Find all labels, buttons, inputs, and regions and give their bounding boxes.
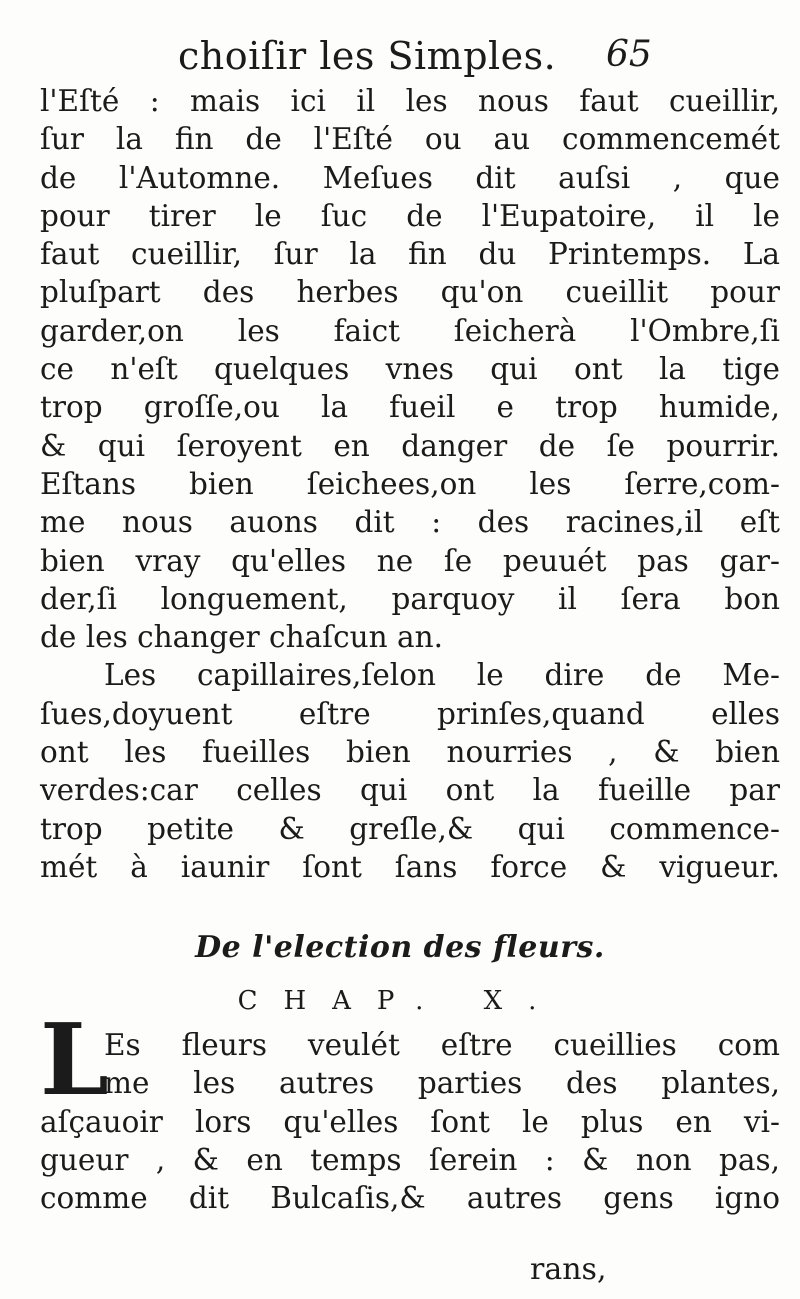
section-heading bbox=[0, 930, 800, 965]
section-heading-text: De l'election des fleurs. bbox=[195, 930, 605, 965]
main-text bbox=[40, 82, 780, 886]
text-line: garder,on les faict ſeicherà l'Ombre,ſi bbox=[40, 313, 780, 348]
text-line: der,ſi longuement, parquoy il ſera bon bbox=[40, 581, 780, 616]
text-line: pour tirer le ſuc de l'Eupatoire, il le bbox=[40, 198, 780, 233]
running-head bbox=[0, 28, 800, 80]
text-line: ſues,doyuent eſtre prinſes,quand elles bbox=[40, 696, 780, 731]
text-line: Eſtans bien ſeichees,on les ſerre,com- bbox=[40, 466, 780, 501]
text-line: l'Eſté : mais ici il les nous faut cueillir, bbox=[40, 84, 780, 118]
page-number: 65 bbox=[606, 34, 652, 75]
text-line: de l'Automne. Meſues dit auſsi , que bbox=[40, 160, 780, 195]
text-line: Es fleurs veulét eſtre cueillies com bbox=[104, 1028, 780, 1062]
text-line: Les capillaires,ſelon le dire de Me- bbox=[104, 658, 780, 693]
text-line: comme dit Bulcaſis,& autres gens igno bbox=[40, 1181, 780, 1216]
text-line: & qui ſeroyent en danger de ſe pourrir. bbox=[40, 428, 780, 463]
text-line: trop petite & greſle,& qui commence- bbox=[40, 811, 780, 846]
catchword: rans, bbox=[530, 1252, 607, 1287]
text-line: ont les fueilles bien nourries , & bien bbox=[40, 735, 780, 770]
text-line: ce n'eſt quelques vnes qui ont la tige bbox=[40, 352, 780, 387]
text-line: de les changer chaſcun an. bbox=[40, 620, 443, 655]
text-line: gueur , & en temps ſerein : & non pas, bbox=[40, 1142, 780, 1177]
text-line: faut cueillir, ſur la fin du Printemps. La bbox=[40, 237, 780, 272]
text-line: ſur la fin de l'Eſté ou au commencemét bbox=[40, 122, 780, 157]
running-title: choiſir les Simples. bbox=[178, 34, 557, 78]
text-line: verdes:car celles qui ont la fueille par bbox=[40, 773, 780, 808]
text-line: aſçauoir lors qu'elles ſont le plus en vi- bbox=[40, 1104, 780, 1139]
chapter-text bbox=[40, 1026, 780, 1217]
chapter-label: CHAP. X. bbox=[237, 986, 563, 1016]
text-line: trop groſſe,ou la fueil e trop humide, bbox=[40, 390, 780, 425]
text-line: pluſpart des herbes qu'on cueillit pour bbox=[40, 275, 780, 310]
text-line: me nous auons dit : des racines,il eſt bbox=[40, 505, 780, 540]
text-line: bien vray qu'elles ne ſe peuuét pas gar- bbox=[40, 543, 780, 578]
drop-capital: L bbox=[40, 1003, 109, 1118]
text-line: me les autres parties des plantes, bbox=[104, 1066, 780, 1101]
text-line: mét à iaunir ſont ſans force & vigueur. bbox=[40, 849, 780, 884]
